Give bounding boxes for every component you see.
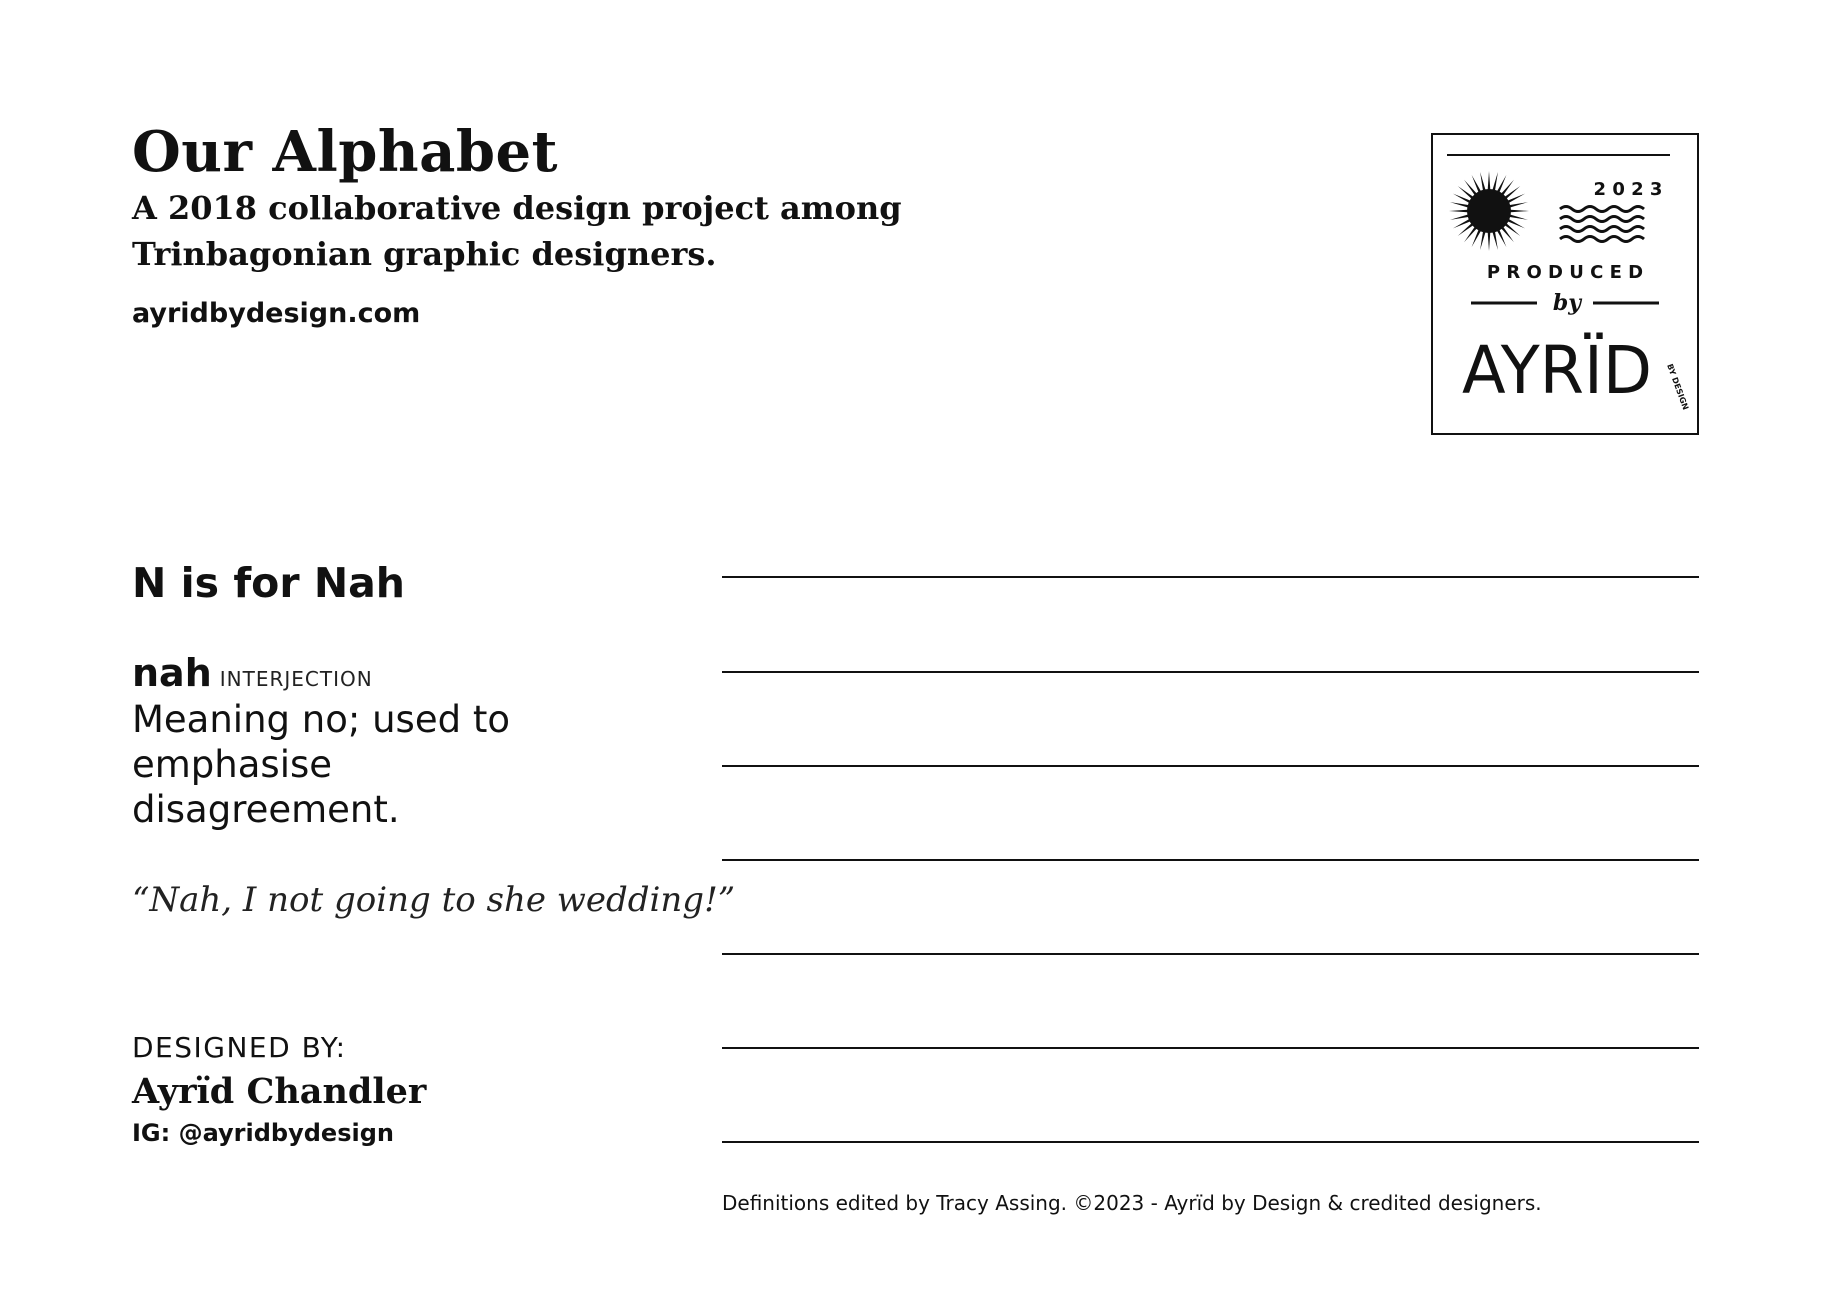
stamp-produced: P R O D U C E D — [1486, 262, 1644, 283]
produced-by-stamp — [1431, 133, 1699, 435]
sunburst-ray — [1492, 172, 1498, 192]
sunburst-ray — [1508, 202, 1528, 208]
card-title: Our Alphabet — [132, 119, 559, 185]
sunburst-icon — [1449, 171, 1529, 251]
designer-name: Ayrïd Chandler — [132, 1071, 427, 1112]
writing-line — [722, 1141, 1699, 1143]
example-sentence: “Nah, I not going to she wedding!” — [132, 880, 736, 920]
definition-text: Meaning no; used to emphasise disagreement. — [132, 698, 510, 831]
card-subtitle: A 2018 collaborative design project among Trinbagonian graphic designers. — [132, 189, 902, 273]
sunburst-ray — [1450, 202, 1470, 208]
sunburst-ray — [1492, 230, 1498, 250]
footer-credit: Definitions edited by Tracy Assing. ©2023 - Ayrïd by Design & credited designers. — [722, 1191, 1542, 1215]
headword-row — [132, 650, 373, 696]
waves-icon — [1560, 207, 1644, 242]
sunburst-ray — [1488, 231, 1491, 251]
stamp-artwork — [1433, 135, 1701, 437]
sunburst-ray — [1488, 171, 1491, 191]
designed-by-label: DESIGNED BY: — [132, 1031, 347, 1064]
stamp-logo-text: AYRÏD — [1462, 332, 1652, 409]
designer-instagram[interactable]: IG: @ayridbydesign — [132, 1119, 394, 1147]
writing-line — [722, 953, 1699, 955]
part-of-speech: INTERJECTION — [219, 667, 373, 691]
sunburst-ray — [1509, 210, 1529, 213]
entry-heading: N is for Nah — [132, 559, 405, 607]
sunburst-ray — [1480, 230, 1486, 250]
stamp-logo-small: BY DESIGN — [1665, 362, 1691, 412]
sunburst-ray — [1480, 172, 1486, 192]
writing-line — [722, 671, 1699, 673]
writing-line — [722, 1047, 1699, 1049]
sunburst-ray — [1450, 214, 1470, 220]
writing-line — [722, 765, 1699, 767]
writing-line — [722, 859, 1699, 861]
sunburst-core — [1467, 189, 1511, 233]
website-link[interactable]: ayridbydesign.com — [132, 298, 421, 329]
sunburst-ray — [1508, 214, 1528, 220]
writing-line — [722, 576, 1699, 578]
headword: nah — [132, 651, 212, 695]
stamp-by: by — [1552, 290, 1582, 316]
sunburst-ray — [1449, 210, 1469, 213]
stamp-year: 2 0 2 3 — [1593, 179, 1663, 200]
